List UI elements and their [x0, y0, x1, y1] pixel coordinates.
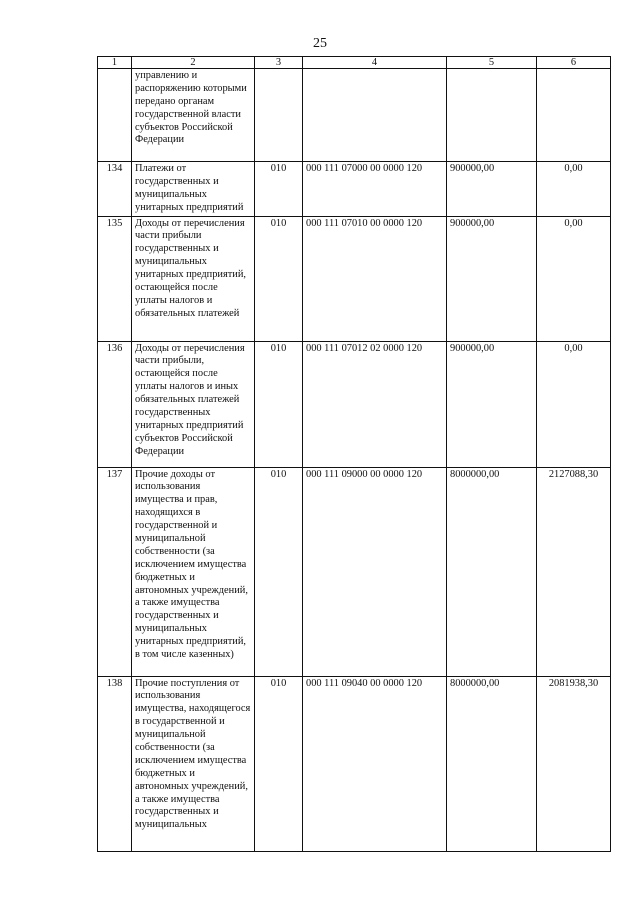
page-number: 25 — [313, 36, 327, 51]
row-code: 010 — [255, 467, 303, 676]
row-plan — [447, 69, 537, 162]
row-number: 134 — [98, 162, 132, 217]
row-number: 138 — [98, 676, 132, 851]
table-header-row — [98, 57, 611, 69]
row-kbk: 000 111 09040 00 0000 120 — [303, 676, 447, 851]
row-fact: 0,00 — [537, 162, 611, 217]
row-kbk: 000 111 07012 02 0000 120 — [303, 341, 447, 467]
row-kbk — [303, 69, 447, 162]
row-code: 010 — [255, 341, 303, 467]
column-header: 2 — [132, 57, 255, 69]
row-plan: 900000,00 — [447, 341, 537, 467]
row-code — [255, 69, 303, 162]
row-name: Прочие доходы от использования имущества и прав, находящихся в государственной и муниципальной собственности (за исключением имущества бюджетных и автономных учреждений, а также имущества государственных и муниципальных унитарных предприятий, в том числе казенных) — [132, 467, 255, 676]
column-header: 5 — [447, 57, 537, 69]
row-number: 136 — [98, 341, 132, 467]
row-plan: 900000,00 — [447, 216, 537, 341]
column-header: 3 — [255, 57, 303, 69]
row-fact — [537, 69, 611, 162]
row-name: Платежи от государственных и муниципальных унитарных предприятий — [132, 162, 255, 217]
table-row — [98, 676, 611, 851]
row-plan: 900000,00 — [447, 162, 537, 217]
table-row — [98, 69, 611, 162]
row-name: Доходы от перечисления части прибыли государственных и муниципальных унитарных предприятий, остающейся после уплаты налогов и обязательных платежей — [132, 216, 255, 341]
row-code: 010 — [255, 676, 303, 851]
table-row — [98, 341, 611, 467]
row-plan: 8000000,00 — [447, 467, 537, 676]
row-kbk: 000 111 07000 00 0000 120 — [303, 162, 447, 217]
row-fact: 2081938,30 — [537, 676, 611, 851]
table-row — [98, 216, 611, 341]
row-fact: 0,00 — [537, 341, 611, 467]
row-fact: 0,00 — [537, 216, 611, 341]
column-header: 1 — [98, 57, 132, 69]
row-plan: 8000000,00 — [447, 676, 537, 851]
table-row — [98, 467, 611, 676]
column-header: 6 — [537, 57, 611, 69]
row-code: 010 — [255, 162, 303, 217]
row-name: управлению и распоряжению которыми передано органам государственной власти субъектов Российской Федерации — [132, 69, 255, 162]
row-kbk: 000 111 09000 00 0000 120 — [303, 467, 447, 676]
table-row — [98, 162, 611, 217]
row-code: 010 — [255, 216, 303, 341]
row-name: Доходы от перечисления части прибыли, остающейся после уплаты налогов и иных обязательных платежей государственных унитарных предприятий субъектов Российской Федерации — [132, 341, 255, 467]
revenue-table — [97, 56, 611, 852]
row-kbk: 000 111 07010 00 0000 120 — [303, 216, 447, 341]
row-number: 135 — [98, 216, 132, 341]
row-number — [98, 69, 132, 162]
row-number: 137 — [98, 467, 132, 676]
column-header: 4 — [303, 57, 447, 69]
row-name: Прочие поступления от использования имущества, находящегося в государственной и муниципальной собственности (за исключением имущества бюджетных и автономных учреждений, а также имущества государственных и муниципальных — [132, 676, 255, 851]
row-fact: 2127088,30 — [537, 467, 611, 676]
